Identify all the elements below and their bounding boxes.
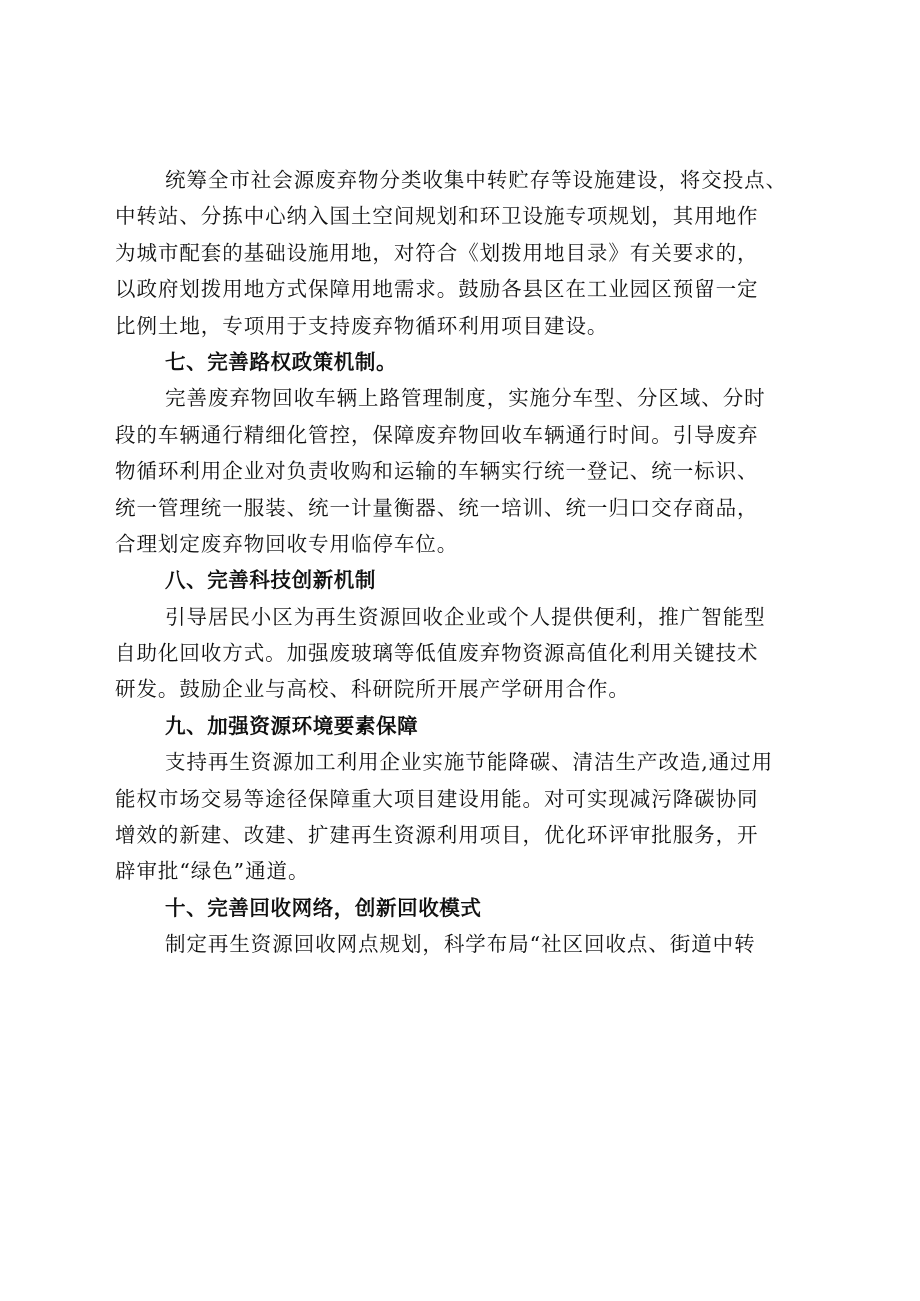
text-line: 比例土地，专项用于支持废弃物循环利用项目建设。 — [115, 313, 609, 338]
text-line: 合理划定废弃物回收专用临停车位。 — [115, 531, 459, 556]
section-heading: 八、完善科技创新机制 — [165, 568, 376, 593]
text-line: 段的车辆通行精细化管控，保障废弃物回收车辆通行时间。引导废弃 — [115, 422, 759, 447]
section-heading: 七、完善路权政策机制。 — [165, 349, 398, 374]
document-body — [115, 162, 835, 963]
paragraph — [115, 380, 835, 562]
text-line: 物循环利用企业对负责收购和运输的车辆实行统一登记、统一标识、 — [115, 459, 759, 484]
paragraph — [115, 926, 835, 962]
section-heading: 十、完善回收网络，创新回收模式 — [165, 895, 482, 920]
paragraph — [115, 744, 835, 890]
text-line: 中转站、分拣中心纳入国土空间规划和环卫设施专项规划，其用地作 — [115, 204, 759, 229]
text-line: 支持再生资源加工利用企业实施节能降碳、清洁生产改造,通过用 — [165, 750, 774, 775]
text-line: 以政府划拨用地方式保障用地需求。鼓励各县区在工业园区预留一定 — [115, 277, 759, 302]
text-line: 引导居民小区为再生资源回收企业或个人提供便利，推广智能型 — [165, 604, 766, 629]
text-line: 统一管理统一服装、统一计量衡器、统一培训、统一归口交存商品， — [115, 495, 759, 520]
text-line: 自助化回收方式。加强废玻璃等低值废弃物资源高值化利用关键技术 — [115, 641, 759, 666]
text-line: 辟审批“绿色”通道。 — [115, 859, 310, 884]
paragraph — [115, 162, 835, 344]
text-line: 完善废弃物回收车辆上路管理制度，实施分车型、分区域、分时 — [165, 386, 766, 411]
paragraph — [115, 599, 835, 708]
text-line: 增效的新建、改建、扩建再生资源利用项目，优化环评审批服务，开 — [115, 823, 759, 848]
text-line: 研发。鼓励企业与高校、科研院所开展产学研用合作。 — [115, 677, 630, 702]
text-line: 统筹全市社会源废弃物分类收集中转贮存等设施建设，将交投点、 — [165, 168, 788, 192]
text-line: 制定再生资源回收网点规划，科学布局“社区回收点、街道中转 — [165, 932, 756, 957]
section-heading: 九、加强资源环境要素保障 — [165, 713, 419, 738]
text-line: 能权市场交易等途径保障重大项目建设用能。对可实现减污降碳协同 — [115, 786, 759, 811]
text-line: 为城市配套的基础设施用地，对符合《划拨用地目录》有关要求的， — [115, 240, 759, 265]
